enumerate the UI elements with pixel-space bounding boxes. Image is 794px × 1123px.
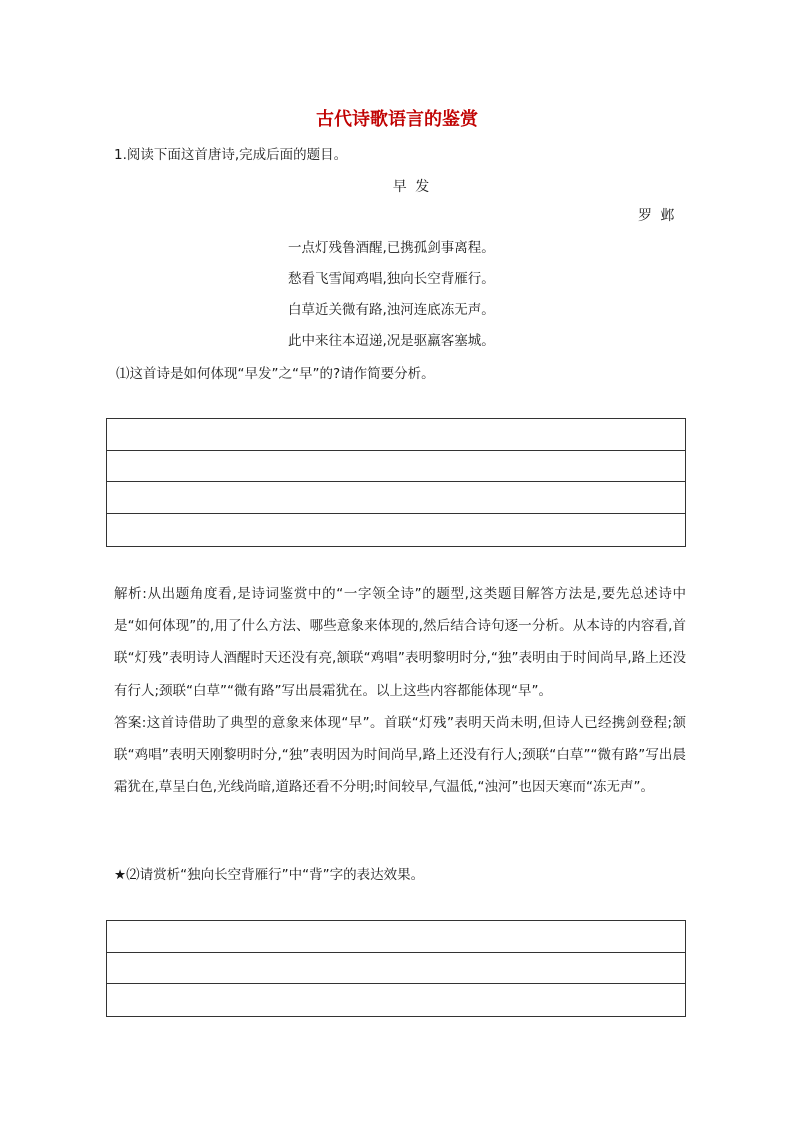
answer-line[interactable] bbox=[107, 514, 685, 546]
poem-title: 早 发 bbox=[392, 179, 432, 195]
page-title: 古代诗歌语言的鉴赏 bbox=[316, 109, 478, 130]
answer-line[interactable] bbox=[107, 451, 685, 483]
poem-line: 此中来往本迢递,况是驱羸客塞城。 bbox=[288, 333, 495, 349]
subquestion-1-prompt: ⑴这首诗是如何体现“早发”之“早”的?请作简要分析。 bbox=[116, 366, 435, 382]
poem-author: 罗 邺 bbox=[638, 208, 677, 224]
analysis-text: 解析:从出题角度看,是诗词鉴赏中的“一字领全诗”的题型,这类题目解答方法是,要先总述诗中是“如何体现”的,用了什么方法、哪些意象来体现的,然后结合诗句逐一分析。从本诗的内容看,首联“灯残”表明诗人酒醒时天还没有亮,颔联“鸡唱”表明黎明时分,“独”表明由于时间尚早,路上还没有行人;颈联“白草”“微有路”写出晨霜犹在。以上这些内容都能体现“早”。 bbox=[114, 586, 686, 699]
subquestion-2-prompt: ★⑵请赏析“独向长空背雁行”中“背”字的表达效果。 bbox=[114, 867, 425, 883]
question-1-prompt: 1.阅读下面这首唐诗,完成后面的题目。 bbox=[114, 147, 348, 163]
poem-line: 愁看飞雪闻鸡唱,独向长空背雁行。 bbox=[288, 271, 495, 287]
answer-box-1[interactable] bbox=[106, 418, 686, 547]
answer-box-2[interactable] bbox=[106, 920, 686, 1017]
answer-line[interactable] bbox=[107, 953, 685, 985]
answer-line[interactable] bbox=[107, 482, 685, 514]
poem-line: 一点灯残鲁酒醒,已携孤剑事离程。 bbox=[288, 240, 495, 256]
answer-line[interactable] bbox=[107, 921, 685, 953]
answer-text: 答案:这首诗借助了典型的意象来体现“早”。首联“灯残”表明天尚未明,但诗人已经携剑登程;颔联“鸡唱”表明天刚黎明时分,“独”表明因为时间尚早,路上还没有行人;颈联“白草”“微有路”写出晨霜犹在,草呈白色,光线尚暗,道路还看不分明;时间较早,气温低,“浊河”也因天寒而“冻无声”。 bbox=[114, 715, 686, 796]
answer-line[interactable] bbox=[107, 984, 685, 1016]
poem-line: 白草近关微有路,浊河连底冻无声。 bbox=[288, 302, 495, 318]
answer-line[interactable] bbox=[107, 419, 685, 451]
